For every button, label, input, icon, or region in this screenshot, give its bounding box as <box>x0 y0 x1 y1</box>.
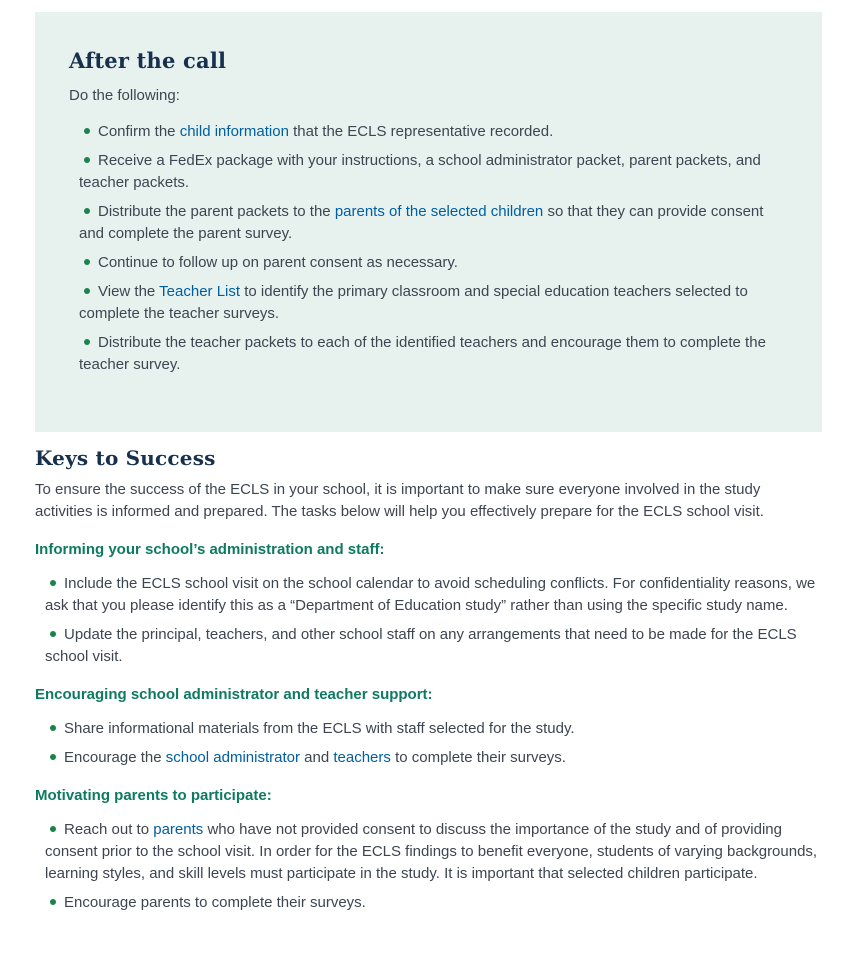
text-segment: Continue to follow up on parent consent as necessary. <box>98 254 458 272</box>
subheading-informing-staff: Informing your school’s administration and staff: <box>35 541 385 559</box>
keys-title: Keys to Success <box>35 446 216 471</box>
callout-intro: Do the following: <box>69 87 180 105</box>
keys-intro: To ensure the success of the ECLS in your school, it is important to make sure everyone involved in the study activities is informed and prepared. The tasks below will help you effectively prepare for the ECLS school visit. <box>35 481 764 521</box>
bullet-list-item <box>79 332 782 376</box>
bullet-list-item <box>79 281 782 325</box>
bullet-icon <box>50 754 56 760</box>
text-segment: who have not provided consent to discuss the importance of the study and of providing consent prior to the school visit. In order for the ECLS findings to benefit everyone, students of varying backgrounds, learning styles, and skill levels must participate in the study. It is important that selected children participate. <box>45 821 818 883</box>
inline-link[interactable]: parents of the selected children <box>334 203 544 221</box>
bullet-icon <box>50 826 56 832</box>
bullet-list-item <box>45 718 822 740</box>
bullet-list-item <box>45 747 822 769</box>
bullet-icon <box>50 899 56 905</box>
text-segment: Update the principal, teachers, and other school staff on any arrangements that need to be made for the ECLS school visit. <box>45 626 797 666</box>
callout-title: After the call <box>69 48 227 73</box>
bullet-list-item <box>45 819 822 885</box>
bullet-icon <box>84 288 90 294</box>
text-segment: View the <box>98 283 160 301</box>
text-segment: to identify the primary classroom and special education teachers selected to complete the teacher surveys. <box>79 283 748 323</box>
bullet-icon <box>84 259 90 265</box>
text-segment: Include the ECLS school visit on the school calendar to avoid scheduling conflicts. For confidentiality reasons, we ask that you please identify this as a “Department of Education study” rather than using the specific study name. <box>45 575 816 615</box>
inline-link[interactable]: parents <box>153 821 204 839</box>
bullet-list-item <box>45 892 822 914</box>
bullet-list-item <box>79 201 782 245</box>
motivating-bullet-list <box>35 819 822 914</box>
text-segment: Distribute the teacher packets to each of the identified teachers and encourage them to complete the teacher survey. <box>79 334 766 374</box>
bullet-list-item <box>45 624 822 668</box>
page-content <box>35 12 822 960</box>
text-segment: that the ECLS representative recorded. <box>288 123 554 141</box>
bullet-list-item <box>79 121 782 143</box>
text-segment: Encourage parents to complete their surveys. <box>64 894 366 912</box>
inline-link[interactable]: school administrator <box>165 749 300 767</box>
bullet-icon <box>84 157 90 163</box>
informing-bullet-list <box>35 573 822 668</box>
text-segment: to complete their surveys. <box>390 749 566 767</box>
text-segment: Confirm the <box>98 123 180 141</box>
text-segment: Share informational materials from the ECLS with staff selected for the study. <box>64 720 575 738</box>
text-segment: Encourage the <box>64 749 166 767</box>
text-segment: Distribute the parent packets to the <box>98 203 335 221</box>
bullet-list-item <box>79 252 782 274</box>
text-segment: and <box>299 749 334 767</box>
bullet-list-item <box>45 573 822 617</box>
keys-to-success-section <box>35 447 822 914</box>
bullet-icon <box>84 128 90 134</box>
bullet-icon <box>84 208 90 214</box>
inline-link[interactable]: child information <box>179 123 289 141</box>
bullet-icon <box>50 580 56 586</box>
text-segment: so that they can provide consent and complete the parent survey. <box>79 203 764 243</box>
subheading-motivating-parents: Motivating parents to participate: <box>35 787 272 805</box>
text-segment: Receive a FedEx package with your instructions, a school administrator packet, parent packets, and teacher packets. <box>79 152 761 192</box>
subheading-encouraging-support: Encouraging school administrator and teacher support: <box>35 686 433 704</box>
bullet-icon <box>50 631 56 637</box>
encouraging-bullet-list <box>35 718 822 769</box>
text-segment: Reach out to <box>64 821 154 839</box>
callout-bullet-list <box>69 121 782 376</box>
inline-link[interactable]: teachers <box>333 749 391 767</box>
after-the-call-callout <box>35 12 822 432</box>
bullet-icon <box>50 725 56 731</box>
inline-link[interactable]: Teacher List <box>159 283 241 301</box>
bullet-list-item <box>79 150 782 194</box>
bullet-icon <box>84 339 90 345</box>
